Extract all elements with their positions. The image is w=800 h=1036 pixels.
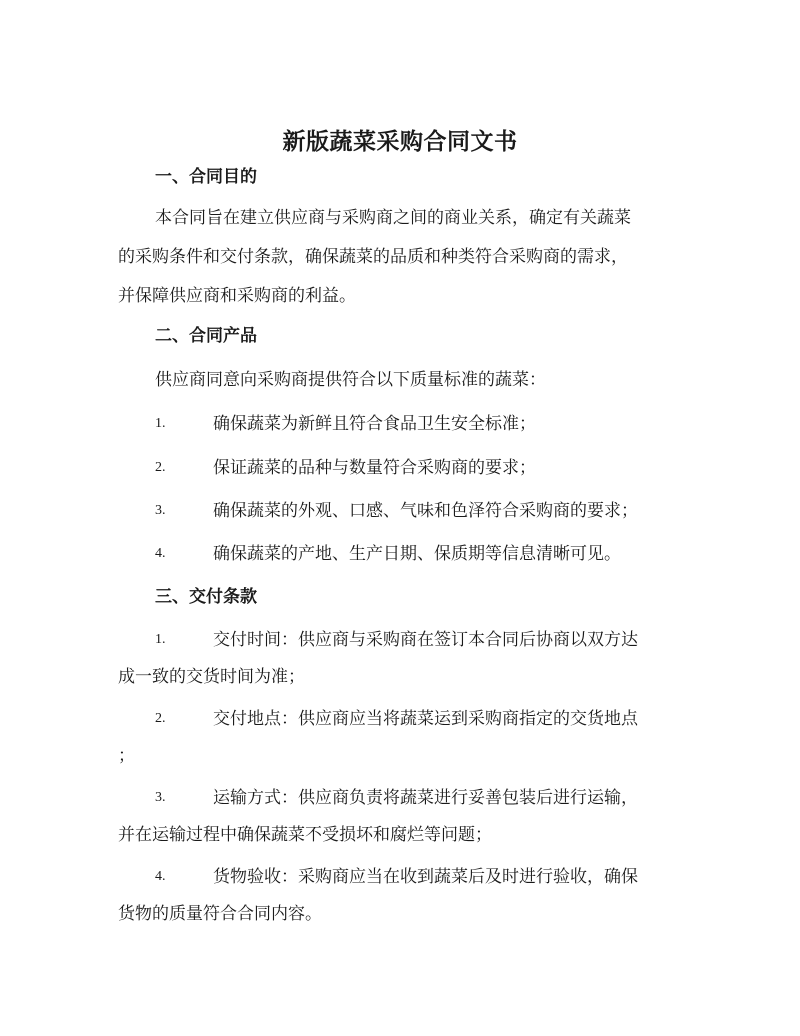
list-item-number: 4. xyxy=(155,869,166,884)
paragraph-line: 供应商同意向采购商提供符合以下质量标准的蔬菜： xyxy=(155,370,546,390)
section-heading-purpose: 一、合同目的 xyxy=(155,167,257,187)
list-item-number: 2. xyxy=(155,460,166,475)
list-item-continuation: 并在运输过程中确保蔬菜不受损坏和腐烂等问题； xyxy=(118,825,492,845)
list-item-number: 2. xyxy=(155,711,166,726)
list-item-text: 确保蔬菜的产地、生产日期、保质期等信息清晰可见。 xyxy=(213,544,621,564)
list-item-number: 3. xyxy=(155,790,166,805)
list-item-number: 3. xyxy=(155,503,166,518)
document-title: 新版蔬菜采购合同文书 xyxy=(282,128,518,155)
paragraph-line: 并保障供应商和采购商的利益。 xyxy=(118,286,356,306)
list-item-number: 1. xyxy=(155,632,166,647)
list-item-text: 确保蔬菜的外观、口感、气味和色泽符合采购商的要求； xyxy=(213,501,638,521)
list-item-number: 4. xyxy=(155,546,166,561)
section-heading-delivery: 三、交付条款 xyxy=(155,587,257,607)
list-item-continuation: ； xyxy=(118,746,135,766)
paragraph-line: 的采购条件和交付条款，确保蔬菜的品质和种类符合采购商的需求， xyxy=(118,247,628,267)
list-item-text: 交付地点：供应商应当将蔬菜运到采购商指定的交货地点 xyxy=(213,709,638,729)
list-item-text: 交付时间：供应商与采购商在签订本合同后协商以双方达 xyxy=(213,630,638,650)
list-item-text: 保证蔬菜的品种与数量符合采购商的要求； xyxy=(213,458,536,478)
list-item-continuation: 货物的质量符合合同内容。 xyxy=(118,904,322,924)
list-item-text: 货物验收：采购商应当在收到蔬菜后及时进行验收，确保 xyxy=(213,867,638,887)
list-item-continuation: 成一致的交货时间为准； xyxy=(118,667,305,687)
list-item-text: 运输方式：供应商负责将蔬菜进行妥善包装后进行运输， xyxy=(213,788,638,808)
list-item-number: 1. xyxy=(155,416,166,431)
paragraph-line: 本合同旨在建立供应商与采购商之间的商业关系，确定有关蔬菜 xyxy=(155,208,631,228)
list-item-text: 确保蔬菜为新鲜且符合食品卫生安全标准； xyxy=(213,414,536,434)
section-heading-products: 二、合同产品 xyxy=(155,326,257,346)
